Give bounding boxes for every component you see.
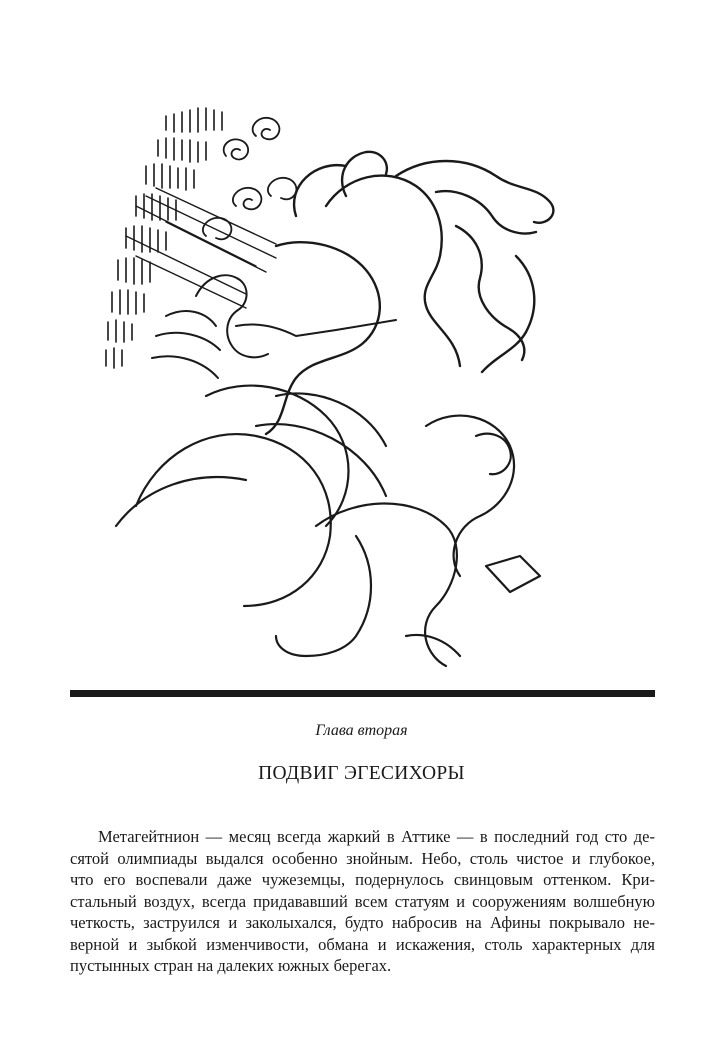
- text-line: пустынных стран на далеких южных берегах.: [70, 956, 392, 975]
- text-line: сятой олимпиады выдался особенно знойным. Небо, столь чистое и глубокое,: [70, 848, 655, 868]
- text-line: верной и зыбкой изменчивости, обмана и искажения, столь характерных для: [70, 934, 655, 954]
- cloud-hatching: [106, 108, 222, 368]
- chariot-wheels: [116, 386, 386, 606]
- chapter-label: Глава вторая: [315, 722, 408, 739]
- fallen-figure: [276, 416, 540, 666]
- cloud-swirls: [203, 118, 297, 239]
- text-line: стальный воздух, всегда придававший всем статуям и сооружениям волшебную: [70, 891, 655, 911]
- text-line: Метагейтнион — месяц всегда жаркий в Аттике — в последний год сто де-: [98, 827, 655, 846]
- chariot-illustration: [96, 96, 606, 686]
- text-line: четкость, заструился и заколыхался, будто набросив на Афины покрывало не-: [70, 913, 655, 932]
- chapter-title: ПОДВИГ ЭГЕСИХОРЫ: [258, 763, 465, 784]
- chariot-drawing: [96, 96, 606, 686]
- body-paragraph: [70, 826, 655, 977]
- charioteer: [152, 275, 396, 378]
- wind-streaks: [126, 188, 276, 308]
- section-divider: [70, 690, 655, 697]
- horses: [266, 152, 553, 434]
- text-line: что его воспевали даже чужеземцы, подернулось свинцовым оттенком. Кри-: [70, 870, 655, 889]
